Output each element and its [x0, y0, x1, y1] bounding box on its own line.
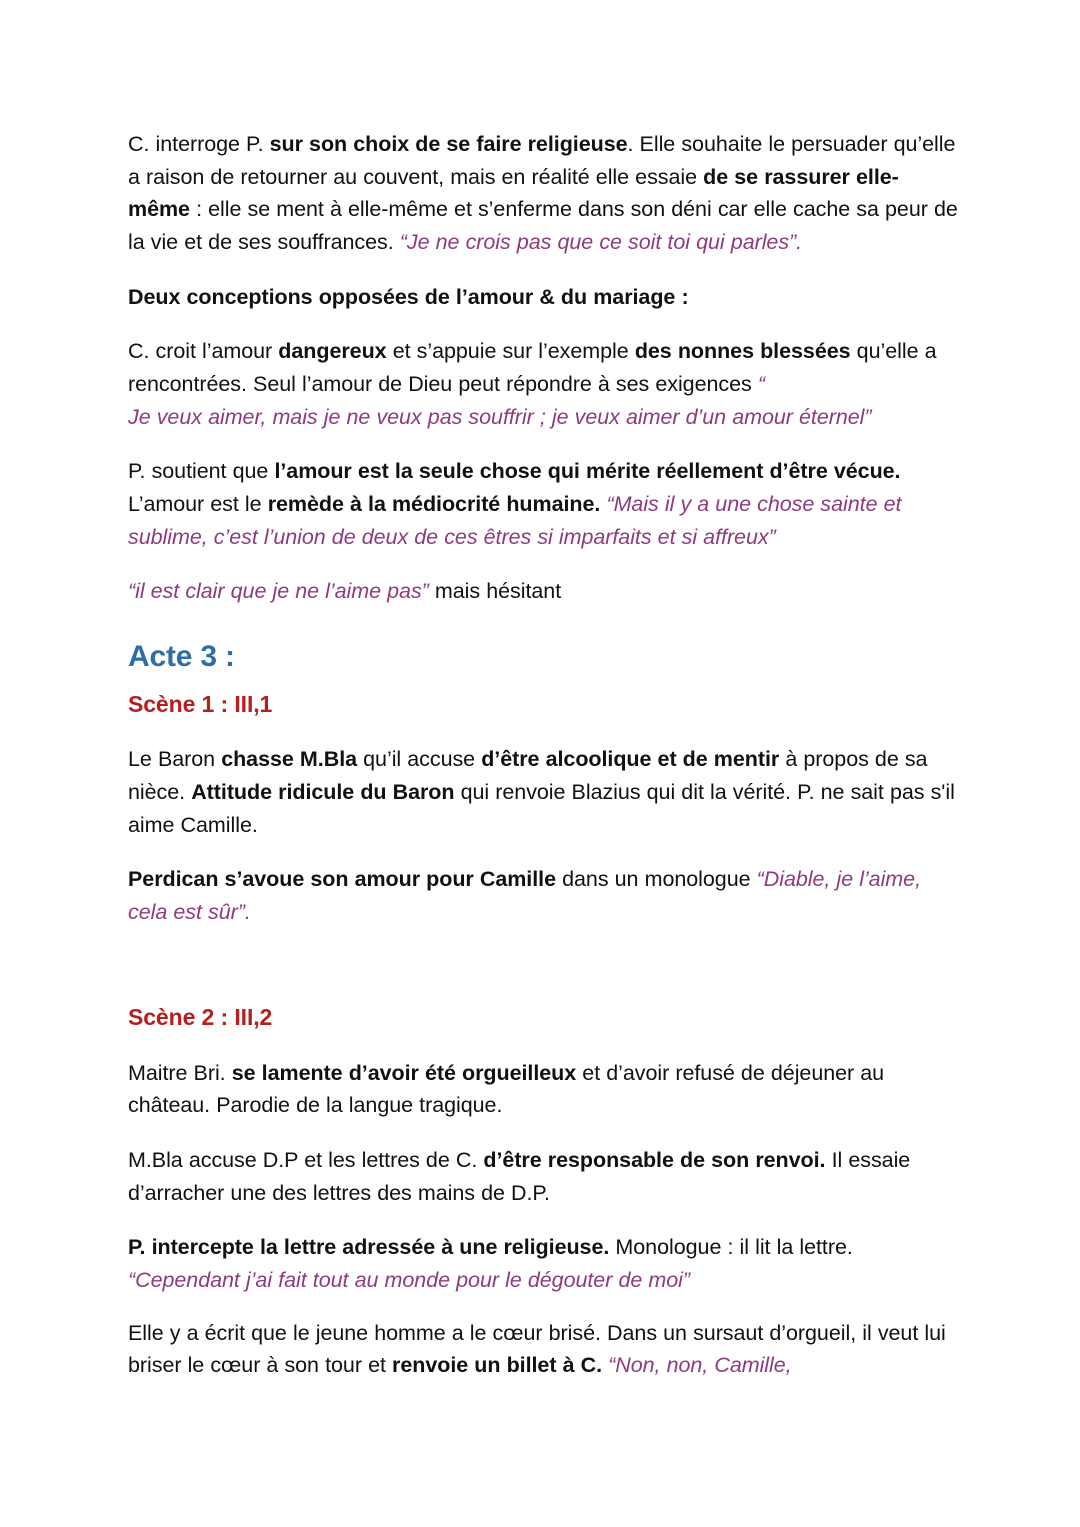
bold-run: P. intercepte la lettre adressée à une religieuse. — [128, 1235, 610, 1260]
document-body — [128, 128, 960, 1382]
quotation-open-mark: “ — [757, 372, 765, 397]
bold-run: des nonnes blessées — [634, 339, 851, 364]
text-run: et s’appuie sur l’exemple — [386, 339, 635, 364]
text-run: C. interroge P. — [128, 132, 270, 156]
bold-run: d’être alcoolique et de mentir — [481, 747, 780, 772]
paragraph-camille-amour-dangereux — [128, 335, 960, 433]
text-run: Maitre Bri. — [128, 1060, 232, 1085]
quotation-run: “il est clair que je ne l’aime pas” — [128, 579, 429, 604]
quotation-run: “Mais il y a une chose sainte et sublime, c’est l’union de deux de ces êtres si imparfaits et si affreux” — [128, 492, 902, 549]
paragraph-maitre-bridaine — [128, 1057, 960, 1122]
text-run: dans un monologue — [555, 867, 757, 892]
text-run: Il essaie d’arracher une des lettres des mains de D.P. — [128, 1148, 911, 1205]
heading-scene-1: Scène 1 : III,1 — [128, 690, 273, 717]
paragraph-coeur-brise-billet — [128, 1317, 960, 1382]
paragraph-blazius-accuse-dame-pluche — [128, 1144, 960, 1209]
quotation-run: “Je ne crois pas que ce soit toi qui parles”. — [399, 230, 803, 255]
text-run: L’amour est le — [128, 492, 268, 517]
text-run: . Elle souhaite le persuader qu’elle a raison de retourner au couvent, mais en réalité elle essaie — [128, 132, 956, 189]
text-run: qu’elle a rencontrées. Seul l’amour de Dieu peut répondre à ses exigences — [128, 339, 937, 397]
bold-run: chasse M.Bla — [221, 747, 358, 772]
bold-run: Perdican s’avoue son amour pour Camille — [128, 867, 556, 892]
paragraph-perdican-intercepte-lettre — [128, 1231, 960, 1296]
bold-run: renvoie un billet à C. — [392, 1353, 602, 1378]
paragraph-il-est-clair — [128, 575, 960, 608]
text-run: Le Baron — [128, 747, 222, 772]
quotation-run: Je veux aimer, mais je ne veux pas souffrir ; je veux aimer d’un amour éternel” — [128, 404, 872, 429]
text-run: : elle se ment à elle-même et s’enferme dans son déni car elle cache sa peur de la vie et de ses souffrances. — [128, 197, 958, 255]
text-run: et d’avoir refusé de déjeuner au château. Parodie de la langue tragique. — [128, 1060, 885, 1118]
bold-run: remède à la médiocrité humaine. — [267, 492, 601, 517]
bold-run: de se rassurer elle-même — [128, 164, 899, 222]
quotation-run: “Diable, je l’aime, cela est sûr”. — [128, 867, 921, 925]
text-run: M.Bla accuse D.P et les lettres de C. — [128, 1148, 484, 1173]
quotation-run: “Non, non, Camille, — [608, 1353, 792, 1378]
bold-run: l’amour est la seule chose qui mérite réellement d’être vécue. — [274, 459, 901, 484]
bold-run: d’être responsable de son renvoi. — [483, 1148, 826, 1173]
quotation-run: “Cependant j’ai fait tout au monde pour le dégouter de moi” — [128, 1268, 690, 1293]
paragraph-baron-chasse-blazius — [128, 743, 960, 841]
blank-line-spacer — [128, 951, 960, 1003]
bold-run: sur son choix de se faire religieuse — [269, 132, 628, 156]
text-run: P. soutient que — [128, 459, 275, 484]
paragraph-perdican-amour-seule-chose — [128, 455, 960, 553]
text-run: qui renvoie Blazius qui dit la vérité. P. ne sait pas s'il aime Camille. — [128, 780, 955, 837]
bold-run: se lamente d’avoir été orgueilleux — [231, 1060, 577, 1085]
heading-acte-3: Acte 3 : — [128, 640, 235, 674]
text-run: mais hésitant — [428, 579, 562, 604]
subheading-deux-conceptions — [128, 281, 960, 314]
bold-run: Deux conceptions opposées de l’amour & du mariage : — [128, 284, 689, 309]
text-run: Monologue : il lit la lettre. — [609, 1235, 853, 1260]
text-run: qu’il accuse — [357, 747, 482, 772]
text-run: à propos de sa nièce. — [128, 747, 928, 805]
bold-run: dangereux — [278, 339, 387, 364]
paragraph-perdican-savoue — [128, 863, 960, 928]
bold-run: Attitude ridicule du Baron — [191, 780, 455, 805]
text-run: C. croit l’amour — [128, 339, 279, 364]
paragraph-camille-interroge — [128, 128, 960, 259]
text-run: Elle y a écrit que le jeune homme a le cœur brisé. Dans un sursaut d’orgueil, il veut lui briser le cœur à son tour et — [128, 1320, 946, 1378]
heading-scene-2: Scène 2 : III,2 — [128, 1003, 273, 1030]
